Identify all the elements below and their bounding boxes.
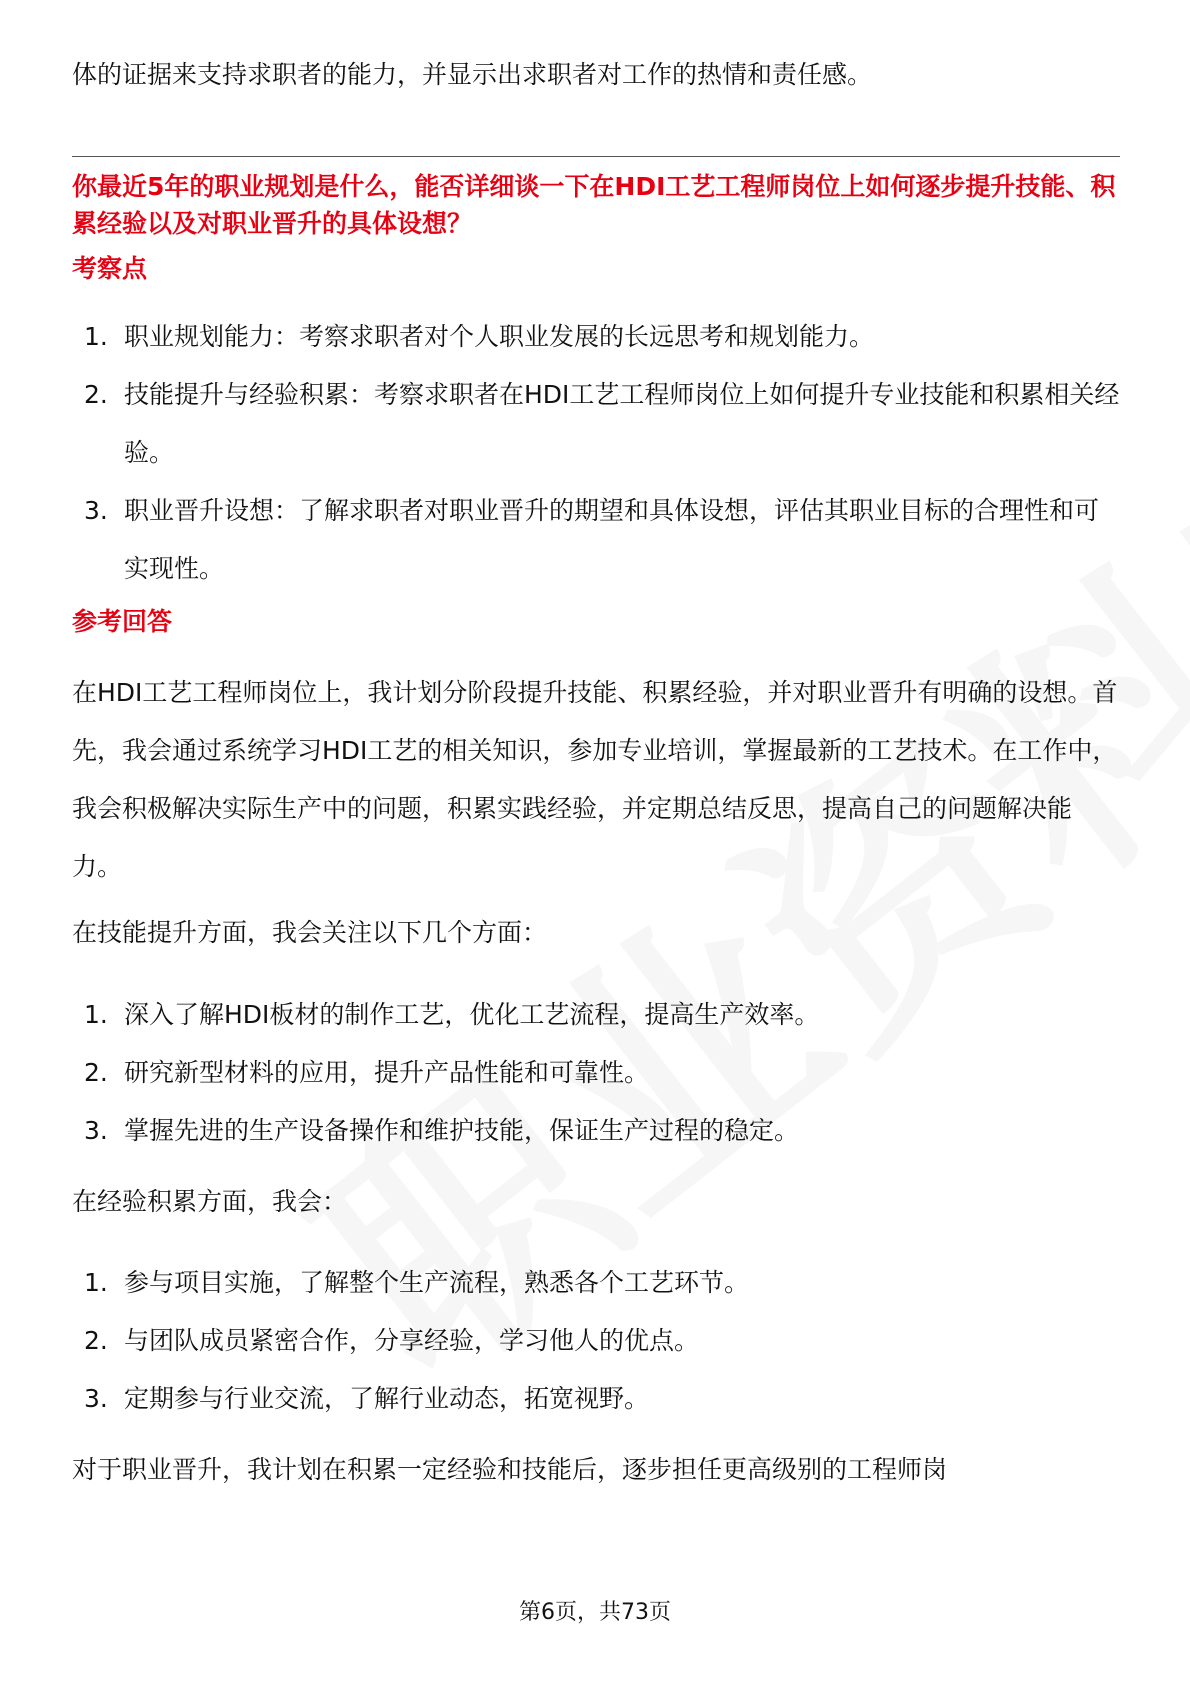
- section-divider: [72, 156, 1120, 157]
- skills-intro: 在技能提升方面，我会关注以下几个方面：: [72, 918, 548, 947]
- section-heading-answer: 参考回答: [72, 607, 173, 636]
- experience-list: [72, 1254, 1120, 1428]
- skills-list: [72, 986, 1120, 1160]
- list-item: 3. 定期参与行业交流，了解行业动态，拓宽视野。: [84, 1384, 650, 1413]
- answer-intro-paragraph: 在HDI工艺工程师岗位上，我计划分阶段提升技能、积累经验，并对职业晋升有明确的设想。首先，我会通过系统学习HDI工艺的相关知识，参加专业培训，掌握最新的工艺技术。在工作中，我会积极解决实际生产中的问题，积累实践经验，并定期总结反思，提高自己的问题解决能力。: [72, 678, 1118, 881]
- list-item: 3. 掌握先进的生产设备操作和维护技能，保证生产过程的稳定。: [84, 1116, 800, 1145]
- list-item: 2. 与团队成员紧密合作，分享经验，学习他人的优点。: [84, 1326, 700, 1355]
- page-number-footer: 第6页，共73页: [519, 1600, 671, 1625]
- list-item: 1. 参与项目实施，了解整个生产流程，熟悉各个工艺环节。: [84, 1268, 750, 1297]
- section-heading-assessment: 考察点: [72, 254, 148, 283]
- assessment-points-list: [72, 308, 1120, 598]
- list-item: 2. 研究新型材料的应用，提升产品性能和可靠性。: [84, 1058, 650, 1087]
- list-item: 1. 职业规划能力：考察求职者对个人职业发展的长远思考和规划能力。: [84, 322, 875, 351]
- list-item: 1. 深入了解HDI板材的制作工艺，优化工艺流程，提高生产效率。: [84, 1000, 820, 1029]
- interview-question: 你最近5年的职业规划是什么，能否详细谈一下在HDI工艺工程师岗位上如何逐步提升技能、积累经验以及对职业晋升的具体设想？: [72, 172, 1116, 238]
- list-item: 2. 技能提升与经验积累：考察求职者在HDI工艺工程师岗位上如何提升专业技能和积累相关经验。: [84, 380, 1120, 467]
- continued-paragraph: 体的证据来支持求职者的能力，并显示出求职者对工作的热情和责任感。: [72, 60, 873, 89]
- experience-intro: 在经验积累方面，我会：: [72, 1187, 348, 1216]
- list-item: 3. 职业晋升设想：了解求职者对职业晋升的期望和具体设想，评估其职业目标的合理性和可实现性。: [84, 496, 1100, 583]
- promotion-paragraph: 对于职业晋升，我计划在积累一定经验和技能后，逐步担任更高级别的工程师岗: [72, 1455, 948, 1484]
